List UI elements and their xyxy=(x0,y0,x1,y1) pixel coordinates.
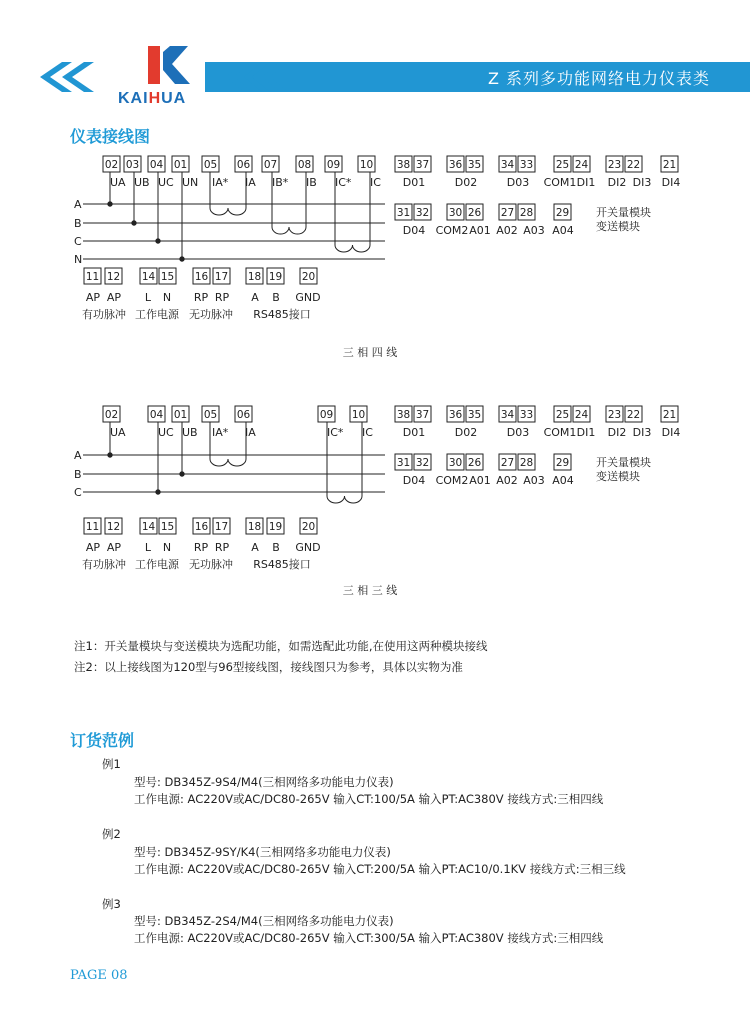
d2-io-label-A04: A04 xyxy=(552,474,574,487)
d1-node-2 xyxy=(156,239,160,243)
d1-bottom-terminal-17-number: 17 xyxy=(214,271,229,283)
d2-bottom-group-0: 有功脉冲 xyxy=(82,558,126,571)
d1-label-UN: UN xyxy=(182,176,199,189)
d1-bottom-label-4: RP xyxy=(193,291,209,304)
d1-bottom-label-5: RP xyxy=(214,291,230,304)
d1-io-terminal-25-number: 25 xyxy=(555,159,570,171)
d1-io-label-DI3: DI3 xyxy=(632,176,652,189)
d1-coil-0 xyxy=(210,208,246,215)
d1-bottom-label-8: GND xyxy=(295,291,321,304)
example-2-label: 例2 xyxy=(102,827,121,841)
d2-io-terminal-29-number: 29 xyxy=(555,457,570,469)
d2-bottom-label-4: RP xyxy=(193,541,209,554)
d2-io-terminal-35-number: 35 xyxy=(467,409,482,421)
diagram2-caption: 三 相 三 线 xyxy=(342,584,398,597)
d2-io-terminal-36-number: 36 xyxy=(448,409,463,421)
d1-terminal-04-number: 04 xyxy=(149,159,164,171)
d1-io-label-D02: D02 xyxy=(454,176,478,189)
d1-io-label-A03: A03 xyxy=(523,224,545,237)
d2-terminal-04-number: 04 xyxy=(149,409,164,421)
d2-io-label-A02: A02 xyxy=(496,474,518,487)
d1-io-terminal-21-number: 21 xyxy=(662,159,677,171)
d1-io-module-text-1: 开关量模块 xyxy=(596,206,651,219)
d2-io-terminal-30-number: 30 xyxy=(448,457,463,469)
d2-phase-C: C xyxy=(74,486,82,499)
d2-bottom-label-8: GND xyxy=(295,541,321,554)
d2-bottom-label-7: B xyxy=(272,541,280,554)
d2-label-IC*: IC* xyxy=(327,426,344,439)
d1-terminal-07-number: 07 xyxy=(263,159,278,171)
d2-terminal-02-number: 02 xyxy=(104,409,119,421)
d1-io-label-COM1: COM1 xyxy=(543,176,577,189)
wiring-section-title: 仪表接线图 xyxy=(70,127,151,146)
d2-label-UC: UC xyxy=(158,426,174,439)
d1-bottom-label-6: A xyxy=(251,291,259,304)
d2-bottom-label-3: N xyxy=(162,541,172,554)
d1-io-terminal-36-number: 36 xyxy=(448,159,463,171)
d2-io-label-D03: D03 xyxy=(506,426,530,439)
d2-node-2 xyxy=(180,472,184,476)
d1-io-terminal-35-number: 35 xyxy=(467,159,482,171)
example-1-model: 型号: DB345Z-9S4/M4(三相网络多功能电力仪表) xyxy=(134,775,394,789)
d1-io-terminal-23-number: 23 xyxy=(607,159,622,171)
d2-io-label-COM1: COM1 xyxy=(543,426,577,439)
d1-io-label-DI1: DI1 xyxy=(576,176,596,189)
d1-terminal-09-number: 09 xyxy=(326,159,341,171)
d1-io-terminal-31-number: 31 xyxy=(396,207,411,219)
example-3-model: 型号: DB345Z-2S4/M4(三相网络多功能电力仪表) xyxy=(134,914,394,928)
d2-io-module-text-1: 开关量模块 xyxy=(596,456,651,469)
example-1-label: 例1 xyxy=(102,757,121,771)
d2-io-terminal-26-number: 26 xyxy=(467,457,482,469)
d1-label-IC*: IC* xyxy=(335,176,352,189)
d1-io-module-text-2: 变送模块 xyxy=(596,220,640,233)
d2-io-terminal-38-number: 38 xyxy=(396,409,411,421)
d2-io-label-DI2: DI2 xyxy=(607,426,627,439)
d1-bottom-terminal-19-number: 19 xyxy=(268,271,283,283)
d1-label-UA: UA xyxy=(110,176,126,189)
diagram2-labels xyxy=(74,426,373,499)
d1-label-IA: IA xyxy=(245,176,256,189)
d2-terminal-01-number: 01 xyxy=(173,409,188,421)
d1-phase-A: A xyxy=(74,198,82,211)
diagram2-top-terminals xyxy=(103,406,367,422)
d1-io-terminal-30-number: 30 xyxy=(448,207,463,219)
d2-io-terminal-33-number: 33 xyxy=(519,409,534,421)
d2-label-IA: IA xyxy=(245,426,256,439)
d1-phase-C: C xyxy=(74,235,82,248)
d1-bottom-label-0: AP xyxy=(85,291,101,304)
d2-bottom-label-5: RP xyxy=(214,541,230,554)
d1-bottom-terminal-14-number: 14 xyxy=(141,271,156,283)
d2-bottom-terminal-11-number: 11 xyxy=(85,521,100,533)
logo-text: KAIHUA xyxy=(118,90,187,107)
d2-bottom-terminal-14-number: 14 xyxy=(141,521,156,533)
d2-terminal-10-number: 10 xyxy=(351,409,366,421)
diagram1-caption: 三 相 四 线 xyxy=(342,346,398,359)
d2-io-label-D02: D02 xyxy=(454,426,478,439)
d2-io-terminal-23-number: 23 xyxy=(607,409,622,421)
io-module-1 xyxy=(395,156,680,237)
d1-io-label-D01: D01 xyxy=(402,176,426,189)
d2-label-IA*: IA* xyxy=(212,426,229,439)
d1-coil-2 xyxy=(335,245,370,252)
d2-node-0 xyxy=(108,453,112,457)
d1-io-terminal-22-number: 22 xyxy=(626,159,641,171)
d1-bottom-label-1: AP xyxy=(106,291,122,304)
d1-node-3 xyxy=(180,257,184,261)
d2-bottom-terminal-17-number: 17 xyxy=(214,521,229,533)
d1-phase-N: N xyxy=(74,253,83,266)
d2-io-terminal-34-number: 34 xyxy=(500,409,515,421)
d1-terminal-10-number: 10 xyxy=(359,159,374,171)
d2-io-terminal-21-number: 21 xyxy=(662,409,677,421)
d1-io-label-COM2: COM2 xyxy=(435,224,469,237)
d2-terminal-06-number: 06 xyxy=(236,409,251,421)
d2-io-terminal-22-number: 22 xyxy=(626,409,641,421)
bottom-terminals-2 xyxy=(82,518,321,571)
d2-io-label-D04: D04 xyxy=(402,474,426,487)
d2-io-label-A03: A03 xyxy=(523,474,545,487)
d1-io-terminal-29-number: 29 xyxy=(555,207,570,219)
d1-io-label-D03: D03 xyxy=(506,176,530,189)
example-1-spec: 工作电源: AC220V或AC/DC80-265V 输入CT:100/5A 输入PT:AC380V 接线方式:三相四线 xyxy=(134,792,604,806)
d1-io-label-D04: D04 xyxy=(402,224,426,237)
d2-phase-B: B xyxy=(74,468,82,481)
note-2: 注2：以上接线图为120型与96型接线图，接线图只为参考，具体以实物为准 xyxy=(74,660,463,674)
d1-io-label-A04: A04 xyxy=(552,224,574,237)
d2-io-terminal-27-number: 27 xyxy=(500,457,515,469)
d2-io-label-DI3: DI3 xyxy=(632,426,652,439)
d2-io-terminal-32-number: 32 xyxy=(415,457,430,469)
d2-terminal-05-number: 05 xyxy=(203,409,218,421)
diagram1-top-terminals xyxy=(103,156,375,172)
d1-node-0 xyxy=(108,202,112,206)
d1-bottom-group-0: 有功脉冲 xyxy=(82,308,126,321)
d2-io-label-A01: A01 xyxy=(469,474,491,487)
d1-bottom-group-3: RS485接口 xyxy=(253,308,311,321)
d1-bottom-terminal-11-number: 11 xyxy=(85,271,100,283)
d2-bottom-label-0: AP xyxy=(85,541,101,554)
d1-io-terminal-38-number: 38 xyxy=(396,159,411,171)
example-3-spec: 工作电源: AC220V或AC/DC80-265V 输入CT:300/5A 输入PT:AC380V 接线方式:三相四线 xyxy=(134,931,604,945)
d1-terminal-03-number: 03 xyxy=(125,159,140,171)
d1-io-label-DI4: DI4 xyxy=(661,176,681,189)
d1-bottom-group-1: 工作电源 xyxy=(135,308,179,321)
d1-bottom-terminal-18-number: 18 xyxy=(247,271,262,283)
d2-io-label-D01: D01 xyxy=(402,426,426,439)
d1-phase-B: B xyxy=(74,217,82,230)
d2-bottom-terminal-16-number: 16 xyxy=(194,521,209,533)
d2-bottom-label-6: A xyxy=(251,541,259,554)
d1-label-UB: UB xyxy=(134,176,150,189)
d2-io-terminal-25-number: 25 xyxy=(555,409,570,421)
example-2-spec: 工作电源: AC220V或AC/DC80-265V 输入CT:200/5A 输入PT:AC10/0.1KV 接线方式:三相三线 xyxy=(134,862,626,876)
d2-io-label-DI1: DI1 xyxy=(576,426,596,439)
d1-io-terminal-28-number: 28 xyxy=(519,207,534,219)
d2-io-label-COM2: COM2 xyxy=(435,474,469,487)
d2-node-1 xyxy=(156,490,160,494)
d2-io-terminal-28-number: 28 xyxy=(519,457,534,469)
d2-label-UB: UB xyxy=(182,426,198,439)
d2-bottom-group-2: 无功脉冲 xyxy=(189,558,233,571)
d1-label-IB: IB xyxy=(306,176,317,189)
d2-io-label-DI4: DI4 xyxy=(661,426,681,439)
d1-bottom-terminal-20-number: 20 xyxy=(301,271,316,283)
d2-coil-0 xyxy=(210,459,246,466)
d1-label-UC: UC xyxy=(158,176,174,189)
d1-label-IB*: IB* xyxy=(272,176,289,189)
d1-bottom-terminal-12-number: 12 xyxy=(106,271,121,283)
d1-node-1 xyxy=(132,221,136,225)
d1-bottom-label-2: L xyxy=(144,291,152,304)
d1-io-terminal-26-number: 26 xyxy=(467,207,482,219)
d1-terminal-08-number: 08 xyxy=(297,159,312,171)
d2-bottom-group-3: RS485接口 xyxy=(253,558,311,571)
d1-io-terminal-34-number: 34 xyxy=(500,159,515,171)
bottom-terminals-1 xyxy=(82,268,321,321)
d1-coil-1 xyxy=(272,227,306,234)
d1-io-label-A02: A02 xyxy=(496,224,518,237)
page-number: PAGE 08 xyxy=(70,968,128,983)
d2-bottom-label-1: AP xyxy=(106,541,122,554)
d2-bottom-terminal-12-number: 12 xyxy=(106,521,121,533)
d1-terminal-05-number: 05 xyxy=(203,159,218,171)
note-1: 注1：开关量模块与变送模块为选配功能，如需选配此功能,在使用这两种模块接线 xyxy=(74,639,488,653)
d1-label-IA*: IA* xyxy=(212,176,229,189)
d1-io-label-A01: A01 xyxy=(469,224,491,237)
d2-bottom-group-1: 工作电源 xyxy=(135,558,179,571)
d1-terminal-06-number: 06 xyxy=(236,159,251,171)
d1-bottom-terminal-16-number: 16 xyxy=(194,271,209,283)
d1-bottom-label-7: B xyxy=(272,291,280,304)
d1-terminal-02-number: 02 xyxy=(104,159,119,171)
ordering-section-title: 订货范例 xyxy=(70,731,135,750)
d2-io-terminal-24-number: 24 xyxy=(574,409,589,421)
d2-io-terminal-31-number: 31 xyxy=(396,457,411,469)
d1-bottom-group-2: 无功脉冲 xyxy=(189,308,233,321)
d2-label-UA: UA xyxy=(110,426,126,439)
example-3-label: 例3 xyxy=(102,897,121,911)
d1-bottom-label-3: N xyxy=(162,291,172,304)
d2-io-module-text-2: 变送模块 xyxy=(596,470,640,483)
d1-bottom-terminal-15-number: 15 xyxy=(160,271,175,283)
d1-io-label-DI2: DI2 xyxy=(607,176,627,189)
d1-io-terminal-27-number: 27 xyxy=(500,207,515,219)
d1-label-IC: IC xyxy=(370,176,381,189)
d2-bottom-terminal-20-number: 20 xyxy=(301,521,316,533)
d1-io-terminal-33-number: 33 xyxy=(519,159,534,171)
io-module-2 xyxy=(395,406,680,487)
d1-io-terminal-24-number: 24 xyxy=(574,159,589,171)
d2-phase-A: A xyxy=(74,449,82,462)
d1-terminal-01-number: 01 xyxy=(173,159,188,171)
d2-bottom-label-2: L xyxy=(144,541,152,554)
example-2-model: 型号: DB345Z-9SY/K4(三相网络多功能电力仪表) xyxy=(134,845,391,859)
d2-terminal-09-number: 09 xyxy=(319,409,334,421)
d2-io-terminal-37-number: 37 xyxy=(415,409,430,421)
d2-bottom-terminal-19-number: 19 xyxy=(268,521,283,533)
d2-bottom-terminal-18-number: 18 xyxy=(247,521,262,533)
d2-bottom-terminal-15-number: 15 xyxy=(160,521,175,533)
d2-coil-1 xyxy=(327,496,362,503)
d2-label-IC: IC xyxy=(362,426,373,439)
d1-io-terminal-32-number: 32 xyxy=(415,207,430,219)
page-header-title: Z 系列多功能网络电力仪表类 xyxy=(487,69,710,88)
d1-io-terminal-37-number: 37 xyxy=(415,159,430,171)
